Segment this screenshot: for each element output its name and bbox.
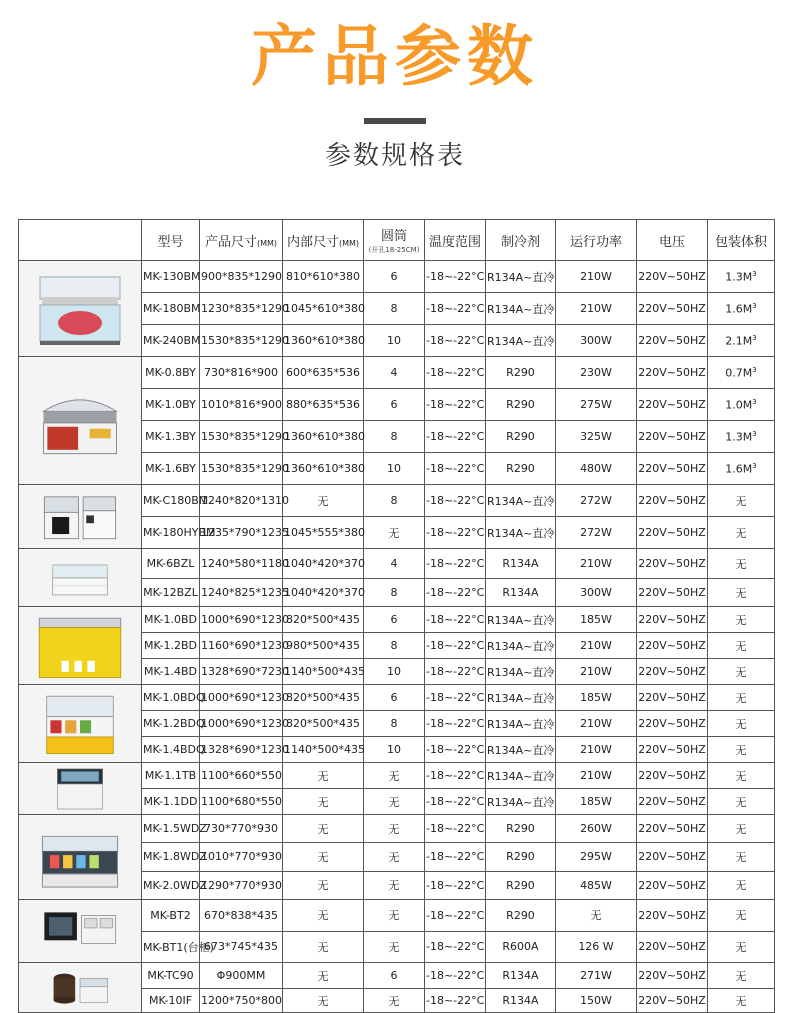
cell-temp: -18~-22°C (425, 737, 486, 763)
cell-voltage: 220V~50HZ (637, 293, 708, 325)
product-image-cell (19, 485, 142, 549)
cell-size: 1000*690*1230 (200, 607, 283, 633)
cell-size: 670*838*435 (200, 900, 283, 932)
table-row (19, 963, 775, 989)
cell-model: MK-130BM (142, 261, 200, 293)
table-row (19, 900, 775, 932)
cell-volume: 无 (708, 843, 775, 871)
cell-voltage: 220V~50HZ (637, 485, 708, 517)
cell-model: MK-1.0BY (142, 389, 200, 421)
cell-size: 1290*770*930 (200, 871, 283, 899)
cell-power: 210W (556, 549, 637, 579)
cell-temp: -18~-22°C (425, 685, 486, 711)
cell-power: 210W (556, 711, 637, 737)
cell-power: 150W (556, 989, 637, 1013)
cell-voltage: 220V~50HZ (637, 871, 708, 899)
cell-size: 1328*690*7230 (200, 659, 283, 685)
cell-refrigerant: R134A~直冷 (486, 261, 556, 293)
cell-voltage: 220V~50HZ (637, 989, 708, 1013)
cell-refrigerant: R290 (486, 815, 556, 843)
cell-temp: -18~-22°C (425, 293, 486, 325)
product-image-cell (19, 815, 142, 900)
cell-temp: -18~-22°C (425, 633, 486, 659)
cell-voltage: 220V~50HZ (637, 737, 708, 763)
cell-inner: 无 (283, 963, 364, 989)
cell-temp: -18~-22°C (425, 815, 486, 843)
cell-voltage: 220V~50HZ (637, 900, 708, 932)
cell-temp: -18~-22°C (425, 485, 486, 517)
cell-refrigerant: R290 (486, 453, 556, 485)
cell-model: MK-12BZL (142, 579, 200, 607)
volume-unit-sup: 3 (752, 301, 757, 310)
cell-inner: 1040*420*370 (283, 549, 364, 579)
cell-voltage: 220V~50HZ (637, 325, 708, 357)
cell-tubes: 8 (364, 485, 425, 517)
cell-inner: 1360*610*380 (283, 325, 364, 357)
cell-volume: $1.6M^3$ (708, 293, 775, 325)
cell-size: 1010*816*900 (200, 389, 283, 421)
header-tubes-label: 圆筒 (380, 229, 407, 244)
cell-voltage: 220V~50HZ (637, 659, 708, 685)
cell-refrigerant: R290 (486, 389, 556, 421)
cell-power: 210W (556, 659, 637, 685)
cell-volume: $1.6M^3$ (708, 453, 775, 485)
yellow-glass-cabinet-image (32, 687, 128, 761)
cell-voltage: 220V~50HZ (637, 517, 708, 549)
cell-power: 126 W (556, 931, 637, 963)
cell-tubes: 无 (364, 517, 425, 549)
cell-refrigerant: R134A (486, 579, 556, 607)
cell-power: 480W (556, 453, 637, 485)
cell-inner: 820*500*435 (283, 607, 364, 633)
cell-inner: 880*635*536 (283, 389, 364, 421)
header-image-cell (19, 220, 142, 261)
cell-tubes: 6 (364, 963, 425, 989)
cell-size: 1100*660*550 (200, 763, 283, 789)
cell-volume: 无 (708, 579, 775, 607)
cell-temp: -18~-22°C (425, 871, 486, 899)
cell-voltage: 220V~50HZ (637, 789, 708, 815)
cell-temp: -18~-22°C (425, 453, 486, 485)
cell-temp: -18~-22°C (425, 900, 486, 932)
cell-voltage: 220V~50HZ (637, 963, 708, 989)
cell-model: MK-1.1TB (142, 763, 200, 789)
cell-voltage: 220V~50HZ (637, 931, 708, 963)
cell-refrigerant: R134A (486, 989, 556, 1013)
cell-refrigerant: R134A~直冷 (486, 633, 556, 659)
cell-refrigerant: R134A~直冷 (486, 517, 556, 549)
cell-power: 272W (556, 485, 637, 517)
cell-voltage: 220V~50HZ (637, 763, 708, 789)
cell-volume: $0.7M^3$ (708, 357, 775, 389)
cell-power: 210W (556, 293, 637, 325)
cell-temp: -18~-22°C (425, 843, 486, 871)
product-image-cell (19, 357, 142, 485)
cell-temp: -18~-22°C (425, 421, 486, 453)
cell-model: MK-1.5WDZ (142, 815, 200, 843)
cell-power: 260W (556, 815, 637, 843)
cell-size: 1240*820*1310 (200, 485, 283, 517)
cell-model: MK-1.4BDQ (142, 737, 200, 763)
cell-voltage: 220V~50HZ (637, 453, 708, 485)
cell-size: 1160*690*1230 (200, 633, 283, 659)
header-size-unit: (MM) (256, 238, 278, 248)
product-image-cell (19, 549, 142, 607)
page-subtitle: 参数规格表 (324, 141, 465, 171)
cell-model: MK-1.1DD (142, 789, 200, 815)
cell-volume: 无 (708, 711, 775, 737)
cell-tubes: 无 (364, 815, 425, 843)
table-row (19, 357, 775, 389)
table-row (19, 763, 775, 789)
cell-power: 185W (556, 607, 637, 633)
volume-unit-sup: 3 (752, 269, 757, 278)
cell-tubes: 4 (364, 549, 425, 579)
cell-voltage: 220V~50HZ (637, 685, 708, 711)
cell-model: MK-C180BM (142, 485, 200, 517)
cell-tubes: 无 (364, 843, 425, 871)
cell-inner: 1040*420*370 (283, 579, 364, 607)
cell-tubes: 8 (364, 633, 425, 659)
cell-model: MK-1.8WDZ (142, 843, 200, 871)
black-white-cabinets-image (24, 486, 136, 548)
cell-temp: -18~-22°C (425, 357, 486, 389)
cell-power: 485W (556, 871, 637, 899)
cell-refrigerant: R134A~直冷 (486, 607, 556, 633)
cell-inner: 无 (283, 763, 364, 789)
cell-temp: -18~-22°C (425, 789, 486, 815)
table-row (19, 485, 775, 517)
round-tub-freezer-image (26, 964, 134, 1012)
cell-model: MK-1.3BY (142, 421, 200, 453)
cell-refrigerant: R134A~直冷 (486, 685, 556, 711)
volume-unit-sup: 3 (752, 397, 757, 406)
cell-voltage: 220V~50HZ (637, 843, 708, 871)
cell-size: 1240*825*1235 (200, 579, 283, 607)
cell-volume: 无 (708, 789, 775, 815)
cell-voltage: 220V~50HZ (637, 421, 708, 453)
cell-tubes: 10 (364, 325, 425, 357)
cell-inner: 1045*555*380 (283, 517, 364, 549)
cell-refrigerant: R134A~直冷 (486, 325, 556, 357)
cell-volume: 无 (708, 685, 775, 711)
cell-tubes: 8 (364, 293, 425, 325)
cell-size: 1240*580*1180 (200, 549, 283, 579)
page-title: 产品参数 (251, 18, 539, 95)
cell-temp: -18~-22°C (425, 389, 486, 421)
cell-volume: 无 (708, 815, 775, 843)
cell-temp: -18~-22°C (425, 989, 486, 1013)
cell-volume: 无 (708, 963, 775, 989)
curved-glass-cabinet-image (32, 363, 128, 479)
cell-power: 300W (556, 579, 637, 607)
cell-tubes: 6 (364, 685, 425, 711)
cell-power: 230W (556, 357, 637, 389)
grey-display-cabinet-image (33, 815, 127, 899)
cell-refrigerant: R134A~直冷 (486, 293, 556, 325)
cell-size: 1200*750*800 (200, 989, 283, 1013)
cell-power: 272W (556, 517, 637, 549)
cell-tubes: 无 (364, 900, 425, 932)
cell-volume: $1.0M^3$ (708, 389, 775, 421)
cell-temp: -18~-22°C (425, 931, 486, 963)
cell-refrigerant: R134A~直冷 (486, 737, 556, 763)
cell-power: 210W (556, 737, 637, 763)
header-tubes (364, 220, 425, 261)
cell-refrigerant: R134A~直冷 (486, 763, 556, 789)
cell-size: 1230*835*1290 (200, 293, 283, 325)
cell-inner: 820*500*435 (283, 711, 364, 737)
cell-voltage: 220V~50HZ (637, 633, 708, 659)
cell-voltage: 220V~50HZ (637, 357, 708, 389)
product-image-cell (19, 763, 142, 815)
cell-temp: -18~-22°C (425, 549, 486, 579)
product-image-cell (19, 685, 142, 763)
cell-temp: -18~-22°C (425, 659, 486, 685)
table-row (19, 815, 775, 843)
cell-size: 730*770*930 (200, 815, 283, 843)
cell-voltage: 220V~50HZ (637, 549, 708, 579)
cell-inner: 820*500*435 (283, 685, 364, 711)
cell-refrigerant: R290 (486, 843, 556, 871)
cell-temp: -18~-22°C (425, 711, 486, 737)
cell-tubes: 无 (364, 789, 425, 815)
cell-volume: 无 (708, 549, 775, 579)
spec-table (18, 219, 775, 1013)
cell-refrigerant: R290 (486, 421, 556, 453)
cell-voltage: 220V~50HZ (637, 389, 708, 421)
cell-volume: 无 (708, 989, 775, 1013)
cell-refrigerant: R134A~直冷 (486, 711, 556, 737)
cell-tubes: 10 (364, 453, 425, 485)
cell-size: 1235*790*1235 (200, 517, 283, 549)
cell-model: MK-240BM (142, 325, 200, 357)
cell-model: MK-10IF (142, 989, 200, 1013)
cell-tubes: 无 (364, 763, 425, 789)
header-inner-unit: (MM) (338, 238, 360, 248)
table-row (19, 261, 775, 293)
cell-temp: -18~-22°C (425, 325, 486, 357)
volume-unit-sup: 3 (752, 429, 757, 438)
header-size-label: 产品尺寸 (204, 234, 257, 250)
cell-tubes: 无 (364, 989, 425, 1013)
cell-volume: 无 (708, 763, 775, 789)
cell-refrigerant: R290 (486, 900, 556, 932)
white-display-freezer-image (34, 552, 126, 604)
cell-model: MK-1.2BDQ (142, 711, 200, 737)
cell-model: MK-6BZL (142, 549, 200, 579)
header-inner-label: 内部尺寸 (286, 234, 339, 250)
cell-tubes: 10 (364, 659, 425, 685)
cell-temp: -18~-22°C (425, 763, 486, 789)
cell-refrigerant: R134A (486, 549, 556, 579)
cell-voltage: 220V~50HZ (637, 711, 708, 737)
cell-volume: 无 (708, 737, 775, 763)
cell-refrigerant: R134A (486, 963, 556, 989)
cell-voltage: 220V~50HZ (637, 815, 708, 843)
cell-volume: 无 (708, 633, 775, 659)
cell-model: MK-TC90 (142, 963, 200, 989)
cell-inner: 无 (283, 900, 364, 932)
small-white-freezer-image (39, 764, 121, 814)
cell-size: 900*835*1290 (200, 261, 283, 293)
cell-inner: 1045*610*380 (283, 293, 364, 325)
cell-volume: $1.3M^3$ (708, 261, 775, 293)
header-model: 型号 (142, 220, 200, 261)
cell-volume: 无 (708, 900, 775, 932)
cell-volume: $1.3M^3$ (708, 421, 775, 453)
cell-inner: 980*500*435 (283, 633, 364, 659)
cell-model: MK-1.0BD (142, 607, 200, 633)
cell-model: MK-1.2BD (142, 633, 200, 659)
cell-temp: -18~-22°C (425, 607, 486, 633)
cell-tubes: 8 (364, 711, 425, 737)
cell-size: 1000*690*1230 (200, 711, 283, 737)
cell-tubes: 6 (364, 389, 425, 421)
cell-inner: 810*610*380 (283, 261, 364, 293)
volume-unit-sup: 3 (752, 461, 757, 470)
product-image-cell (19, 963, 142, 1013)
cell-model: MK-2.0WDZ (142, 871, 200, 899)
table-row (19, 685, 775, 711)
cell-model: MK-1.6BY (142, 453, 200, 485)
cell-inner: 无 (283, 485, 364, 517)
cell-refrigerant: R134A~直冷 (486, 659, 556, 685)
header-row (19, 220, 775, 261)
cell-power: 300W (556, 325, 637, 357)
cell-power: 271W (556, 963, 637, 989)
cell-refrigerant: R290 (486, 357, 556, 389)
cell-model: MK-1.0BDQ (142, 685, 200, 711)
header-tubes-note: (开孔18-25CM) (368, 246, 420, 254)
yellow-chest-freezer-image (32, 609, 128, 683)
cell-tubes: 4 (364, 357, 425, 389)
cell-tubes: 6 (364, 261, 425, 293)
cell-size: 730*816*900 (200, 357, 283, 389)
cell-size: 1530*835*1290 (200, 325, 283, 357)
header-power: 运行功率 (556, 220, 637, 261)
cell-inner: 1360*610*380 (283, 453, 364, 485)
cell-volume: 无 (708, 871, 775, 899)
cell-size: 673*745*435 (200, 931, 283, 963)
cell-size: 1530*835*1290 (200, 453, 283, 485)
cell-inner: 无 (283, 871, 364, 899)
cell-power: 210W (556, 763, 637, 789)
cell-volume: $2.1M^3$ (708, 325, 775, 357)
cell-tubes: 8 (364, 421, 425, 453)
cell-volume: 无 (708, 517, 775, 549)
cell-power: 210W (556, 633, 637, 659)
header-inner (283, 220, 364, 261)
cell-inner: 无 (283, 789, 364, 815)
title-underline (364, 118, 426, 124)
cell-tubes: 无 (364, 931, 425, 963)
cell-temp: -18~-22°C (425, 963, 486, 989)
cell-volume: 无 (708, 659, 775, 685)
cell-inner: 无 (283, 931, 364, 963)
cell-voltage: 220V~50HZ (637, 579, 708, 607)
cell-model: MK-0.8BY (142, 357, 200, 389)
cell-tubes: 无 (364, 871, 425, 899)
cell-model: MK-1.4BD (142, 659, 200, 685)
cell-refrigerant: R600A (486, 931, 556, 963)
cell-inner: 1140*500*435 (283, 737, 364, 763)
cell-voltage: 220V~50HZ (637, 607, 708, 633)
header-size (200, 220, 283, 261)
cell-refrigerant: R134A~直冷 (486, 485, 556, 517)
cell-refrigerant: R290 (486, 871, 556, 899)
cell-tubes: 10 (364, 737, 425, 763)
header-voltage: 电压 (637, 220, 708, 261)
cell-model: MK-BT2 (142, 900, 200, 932)
header-temp: 温度范围 (425, 220, 486, 261)
cell-size: 1328*690*1230 (200, 737, 283, 763)
cell-inner: 1360*610*380 (283, 421, 364, 453)
gelato-display-cabinet-image (30, 269, 130, 349)
volume-unit-sup: 3 (752, 333, 757, 342)
product-image-cell (19, 261, 142, 357)
table-row (19, 607, 775, 633)
cell-model: MK-BT1(台柜) (142, 931, 200, 963)
cell-size: 1100*680*550 (200, 789, 283, 815)
cell-refrigerant: R134A~直冷 (486, 789, 556, 815)
cell-size: 1000*690*1230 (200, 685, 283, 711)
cell-inner: 无 (283, 815, 364, 843)
cell-power: 无 (556, 900, 637, 932)
cell-inner: 1140*500*435 (283, 659, 364, 685)
cell-power: 185W (556, 685, 637, 711)
cell-voltage: 220V~50HZ (637, 261, 708, 293)
volume-unit-sup: 3 (752, 365, 757, 374)
cell-temp: -18~-22°C (425, 517, 486, 549)
product-image-cell (19, 607, 142, 685)
cell-volume: 无 (708, 607, 775, 633)
cell-power: 325W (556, 421, 637, 453)
header-refrigerant: 制冷剂 (486, 220, 556, 261)
cell-model: MK-180BM (142, 293, 200, 325)
cell-tubes: 8 (364, 579, 425, 607)
cell-temp: -18~-22°C (425, 579, 486, 607)
cell-tubes: 6 (364, 607, 425, 633)
cell-size: 1530*835*1290 (200, 421, 283, 453)
header-volume: 包装体积 (708, 220, 775, 261)
product-image-cell (19, 900, 142, 963)
cell-power: 210W (556, 261, 637, 293)
cell-inner: 无 (283, 989, 364, 1013)
cell-size: Φ900MM (200, 963, 283, 989)
countertop-units-image (24, 900, 136, 962)
cell-model: MK-180HYBM (142, 517, 200, 549)
cell-power: 185W (556, 789, 637, 815)
cell-inner: 600*635*536 (283, 357, 364, 389)
cell-power: 295W (556, 843, 637, 871)
cell-power: 275W (556, 389, 637, 421)
cell-volume: 无 (708, 485, 775, 517)
cell-size: 1010*770*930 (200, 843, 283, 871)
cell-temp: -18~-22°C (425, 261, 486, 293)
cell-volume: 无 (708, 931, 775, 963)
table-row (19, 549, 775, 579)
cell-inner: 无 (283, 843, 364, 871)
